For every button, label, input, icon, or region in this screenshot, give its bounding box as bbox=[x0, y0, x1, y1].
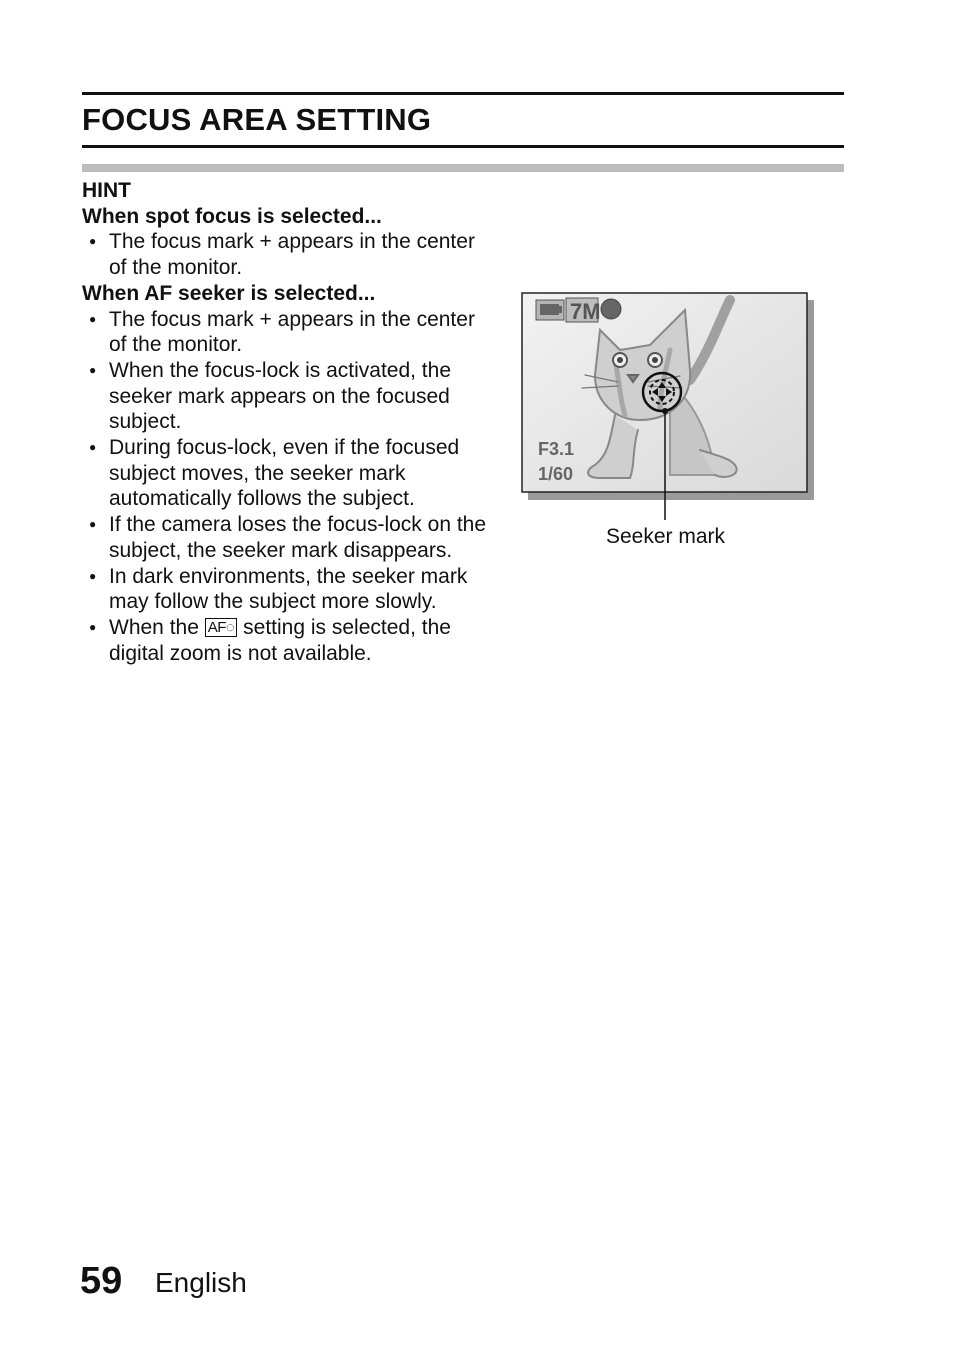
hint-column bbox=[82, 178, 492, 666]
leader-dot bbox=[662, 408, 668, 414]
page-title: FOCUS AREA SETTING bbox=[82, 102, 432, 137]
battery-icon bbox=[536, 300, 564, 320]
seeker-mark-caption: Seeker mark bbox=[606, 525, 726, 548]
list-item: ● The focus mark + appears in the center of the monitor. bbox=[82, 307, 492, 358]
section-band bbox=[82, 164, 844, 172]
af-seeker-list bbox=[82, 307, 492, 667]
list-item bbox=[82, 615, 492, 666]
title-rule-bottom bbox=[82, 145, 844, 148]
list-item: ● When the focus-lock is activated, the seeker mark appears on the focused subject. bbox=[82, 358, 492, 435]
list-item: ● During focus-lock, even if the focused subject moves, the seeker mark automatically follows the subject. bbox=[82, 435, 492, 512]
af-bullet-after: setting is selected, the digital zoom is not available. bbox=[109, 615, 451, 665]
af-seeker-heading: When AF seeker is selected... bbox=[82, 281, 376, 305]
focus-lock-dot-icon bbox=[601, 299, 621, 319]
aperture-readout: F3.1 bbox=[538, 439, 575, 459]
hint-label: HINT bbox=[82, 179, 131, 202]
page-language: English bbox=[155, 1267, 247, 1298]
shutter-readout: 1/60 bbox=[538, 464, 574, 484]
page-number: 59 bbox=[80, 1260, 123, 1302]
list-item: ● If the camera loses the focus-lock on the subject, the seeker mark disappears. bbox=[82, 512, 492, 563]
af-icon-label: AF bbox=[207, 618, 226, 636]
camera-monitor-figure bbox=[520, 290, 820, 520]
af-bullet-before: When the bbox=[109, 615, 199, 639]
title-rule-top bbox=[82, 92, 844, 95]
list-item: ● In dark environments, the seeker mark may follow the subject more slowly. bbox=[82, 564, 492, 615]
image-size-label: 7M bbox=[570, 299, 601, 324]
spot-focus-list bbox=[82, 229, 492, 280]
spot-focus-heading: When spot focus is selected... bbox=[82, 204, 382, 228]
af-seeker-icon: AF◌ bbox=[205, 618, 238, 637]
list-item: ● The focus mark + appears in the center of the monitor. bbox=[82, 229, 492, 280]
monitor-illustration bbox=[520, 290, 820, 520]
